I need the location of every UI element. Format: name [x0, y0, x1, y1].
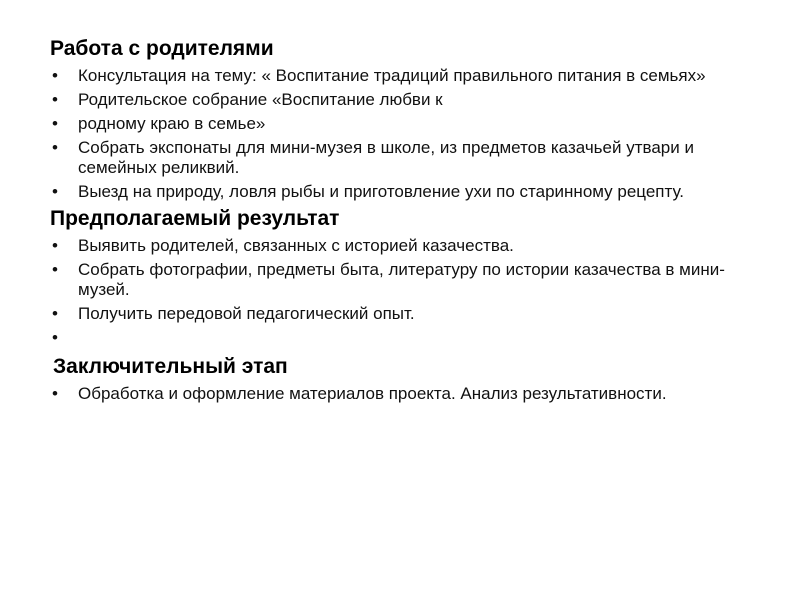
- list-item-text: Собрать экспонаты для мини-музея в школе, из предметов казачьей утвари и семейных реликвий.: [78, 138, 694, 177]
- section-heading-expected-result: Предполагаемый результат: [50, 207, 340, 230]
- bullet-icon: •: [52, 328, 58, 347]
- bullet-icon: •: [52, 138, 58, 157]
- bullet-list-expected-result: [50, 236, 750, 348]
- list-item-text: Получить передовой педагогический опыт.: [78, 304, 415, 323]
- list-item-text: Обработка и оформление материалов проекта. Анализ результативности.: [78, 384, 667, 403]
- list-item-empty: [50, 328, 750, 348]
- bullet-list-work-with-parents: [50, 66, 750, 202]
- section-heading-final-stage: Заключительный этап: [53, 355, 288, 378]
- section-heading-work-with-parents: Работа с родителями: [50, 37, 274, 60]
- list-item: [50, 236, 750, 256]
- list-item-text: Выявить родителей, связанных с историей казачества.: [78, 236, 514, 255]
- bullet-icon: •: [52, 384, 58, 403]
- list-item: [50, 138, 750, 178]
- list-item-text: родному краю в семье»: [78, 114, 266, 133]
- list-item: [50, 260, 750, 300]
- list-item: [50, 182, 750, 202]
- bullet-icon: •: [52, 260, 58, 279]
- bullet-icon: •: [52, 114, 58, 133]
- bullet-icon: •: [52, 182, 58, 201]
- list-item: [50, 114, 750, 134]
- bullet-icon: •: [52, 236, 58, 255]
- slide-content: [50, 36, 750, 408]
- list-item: [50, 90, 750, 110]
- bullet-icon: •: [52, 90, 58, 109]
- list-item: [50, 66, 750, 86]
- list-item: [50, 304, 750, 324]
- bullet-icon: •: [52, 304, 58, 323]
- list-item-text: Консультация на тему: « Воспитание традиций правильного питания в семьях»: [78, 66, 706, 85]
- list-item: [50, 384, 750, 404]
- list-item-text: Собрать фотографии, предметы быта, литературу по истории казачества в мини-музей.: [78, 260, 725, 299]
- list-item-text: Родительское собрание «Воспитание любви к: [78, 90, 443, 109]
- bullet-list-final-stage: [50, 384, 750, 404]
- list-item-text: Выезд на природу, ловля рыбы и приготовление ухи по старинному рецепту.: [78, 182, 684, 201]
- bullet-icon: •: [52, 66, 58, 85]
